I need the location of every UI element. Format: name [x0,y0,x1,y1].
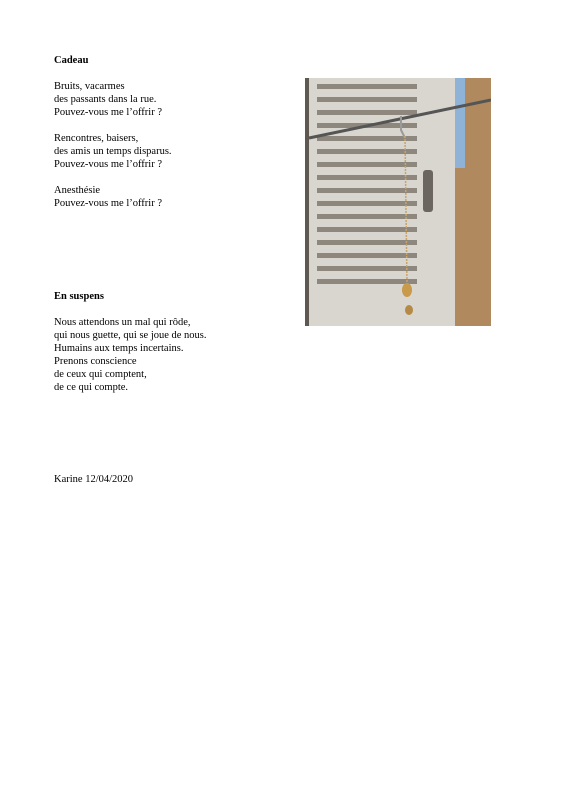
poem-line: Humains aux temps incertains. [54,343,184,354]
slat-shadow [317,253,417,258]
slat-shadow [317,110,417,115]
poem-line: de ce qui compte. [54,382,129,393]
shutter-slat [317,89,417,96]
poem-line: de ceux qui comptent, [54,369,147,380]
slat-shadow [317,175,417,180]
poem-en-suspens [54,290,207,407]
stanza [54,80,172,119]
slat-shadow [317,266,417,271]
latch-icon [423,170,433,212]
shutter-slat [317,206,417,213]
shutter-slat [317,141,417,148]
shutter-photo [305,78,491,326]
stanza [54,184,172,210]
cord-weight-icon [405,305,413,315]
shutter-slat [317,154,417,161]
shutter-slat [317,167,417,174]
poem-line: qui nous guette, qui se joue de nous. [54,330,207,341]
poem-line: Prenons conscience [54,356,137,367]
slat-shadow [317,136,417,141]
slat-shadow [317,84,417,89]
shutter-slat [317,193,417,200]
poem-line: Rencontres, baisers, [54,133,139,144]
slat-shadow [317,162,417,167]
shutter-slat [317,258,417,265]
shutter-slat [317,180,417,187]
shutter-slat [317,102,417,109]
poem-line: des passants dans la rue. [54,94,157,105]
slat-shadow [317,188,417,193]
shutter-bottom-rail [309,290,455,326]
shutter-photo-svg [305,78,491,326]
shutter-slat [317,232,417,239]
poem-line: Bruits, vacarmes [54,81,125,92]
poem-cadeau [54,54,172,223]
stanza [54,132,172,171]
poem-line: Anesthésie [54,185,101,196]
signature: Karine 12/04/2020 [54,474,134,485]
slat-shadow [317,97,417,102]
slat-shadow [317,227,417,232]
shutter-slat [317,271,417,278]
shutter-slat [317,219,417,226]
shutter-slat [317,284,417,291]
sky-patch [455,78,465,168]
poem-title: Cadeau [54,55,89,66]
slat-shadow [317,149,417,154]
slat-shadow [317,279,417,284]
slat-shadow [317,240,417,245]
poem-line: Pouvez-vous me l’offrir ? [54,107,162,118]
slat-shadow [317,214,417,219]
poem-line: des amis un temps disparus. [54,146,172,157]
poem-line: Nous attendons un mal qui rôde, [54,317,191,328]
poem-line: Pouvez-vous me l’offrir ? [54,198,162,209]
slat-shadow [317,201,417,206]
poem-line: Pouvez-vous me l’offrir ? [54,159,162,170]
stanza [54,316,207,394]
cord-tassel-icon [402,283,412,297]
shutter-slat [317,245,417,252]
poem-title: En suspens [54,291,104,302]
